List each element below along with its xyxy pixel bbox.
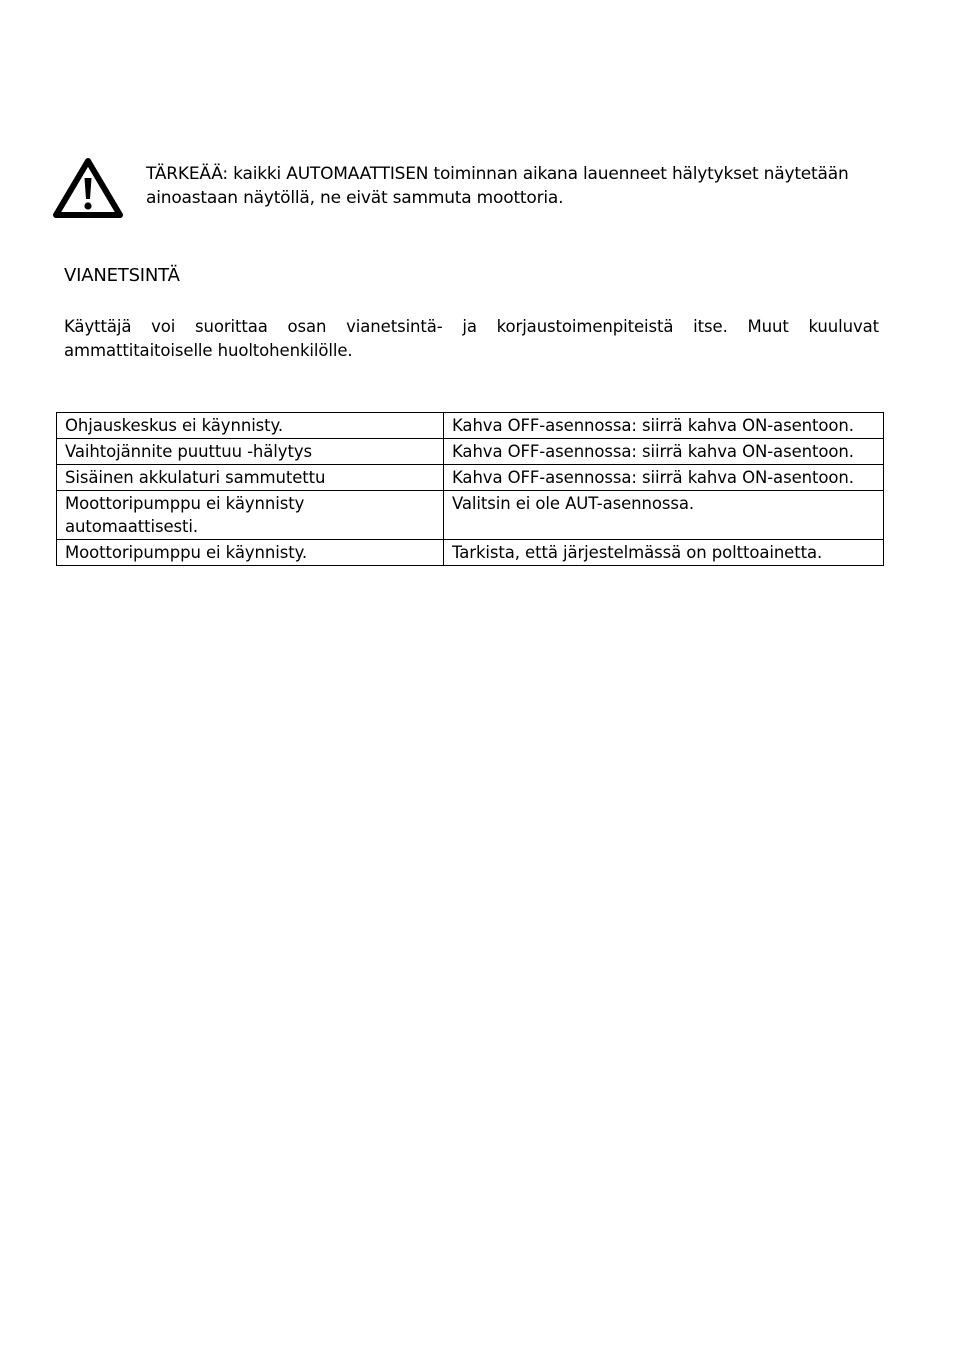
table-row: [57, 439, 884, 465]
troubleshooting-table: [56, 412, 884, 566]
remedy-cell: Kahva OFF-asennossa: siirrä kahva ON-asentoon.: [444, 465, 884, 491]
problem-cell: Vaihtojännite puuttuu -hälytys: [57, 439, 444, 465]
table-row: [57, 465, 884, 491]
table-row: [57, 540, 884, 566]
remedy-cell: Tarkista, että järjestelmässä on polttoainetta.: [444, 540, 884, 566]
intro-paragraph: Käyttäjä voi suorittaa osan vianetsintä- ja korjaustoimenpiteistä itse. Muut kuuluvat ammattitaitoiselle huoltohenkilölle.: [64, 317, 879, 360]
problem-cell: Moottoripumppu ei käynnisty automaattisesti.: [57, 491, 444, 540]
warning-triangle-icon: [52, 156, 124, 220]
problem-cell: Sisäinen akkulaturi sammutettu: [57, 465, 444, 491]
table-row: [57, 491, 884, 540]
problem-cell: Moottoripumppu ei käynnisty.: [57, 540, 444, 566]
remedy-cell: Valitsin ei ole AUT-asennossa.: [444, 491, 884, 540]
warning-notice: [52, 156, 882, 222]
remedy-cell: Kahva OFF-asennossa: siirrä kahva ON-asentoon.: [444, 439, 884, 465]
warning-text: TÄRKEÄÄ: kaikki AUTOMAATTISEN toiminnan aikana lauenneet hälytykset näytetään ainoastaan näytöllä, ne eivät sammuta moottoria.: [146, 164, 849, 208]
section-title: VIANETSINTÄ: [64, 265, 180, 286]
remedy-cell: Kahva OFF-asennossa: siirrä kahva ON-asentoon.: [444, 413, 884, 439]
table-row: [57, 413, 884, 439]
problem-cell: Ohjauskeskus ei käynnisty.: [57, 413, 444, 439]
